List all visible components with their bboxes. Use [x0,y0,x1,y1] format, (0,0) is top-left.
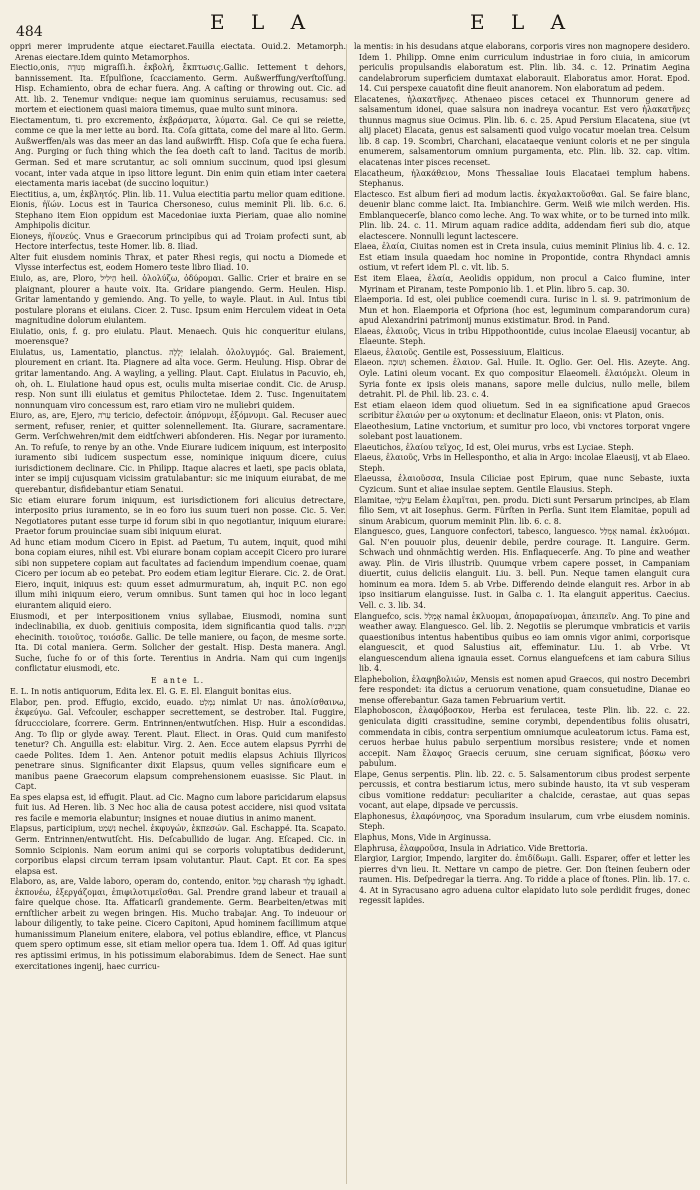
entry-paragraph: Eiusmodi, et per interpositionem vnius syllabae, Eiusmodi, nomina sunt indeclinabilia, ex duob. genitiuis composita, idem significantia quod talis. תִכְּנִית ehecinith. τοιοῦτος, τοιόσδε. Gallic. De telle maniere, ou façon, de mesme sorte. Ita. Di cotal maniera. Germ. Solicher der gestalt. Hisp. Desta manera. Angl. Suche, ſuche fo or of this ſorte. Terentius in Andria. Nam qui cum ingenijs conflictatur eiusmodi, etc. [10,611,346,674]
entry-paragraph: Elanguefco, scis. אֻמְלַל namal ἐκλυομαι, ἀπομαραίνομαι, ἀπειπεῖν. Ang. To pine and weather away. Elanguesco. Gel. lib. 2. Negotiis se plerumque vmbraticis et variis quaestionibus intentus habentibus quibus eo iam omnis vigor animi, corporisque elanguescit, et quod Salustius ait, effeminatur. Liu. 1. ab Vrbe. Vt elanguescendum aliena ignauia esset. Cornus elanguefcens et iam cabura Silius lib. 4. [354,611,690,674]
entry-paragraph: Elamitae, עֵילָמִי Eelam ἐλαμῖται, pen. produ. Dicti sunt Persarum principes, ab Elam filio Sem, vt ait Iosephus. Germ. Fürſten in Perſia. Sunt item Elamitae, populi ad sinum Arabicum, quorum meminit Plin. lib. 6. c. 8. [354,495,690,526]
entry-paragraph: E. L. In notis antiquorum, Edita lex. El. G. E. El. Elanguit bonitas eius. [10,687,292,697]
running-head-right: E L A [470,10,576,34]
entry-paragraph: Elaboro, as, are, Valde laboro, operam do, contendo, enitor. עָמַל charash עָלֵד ighadt. ἐκπονέω, ἐξεργάζομαι, ἐπιφιλοτιμεῖσθαι. Gal. Prendre grand labeur et trauail a faire quelque chose. Ita. Affaticarſi grandemente. Germ. Bearbeiten/etwas mit ernſtlicher arbeit zu wegen bringen. His. Mucho trabajar. Ang. To indeuour or labour diligently, to take peine. Cicero Capitoni, Apud hominem facillimum atque humanissimum Planeium enitere, elabora, vel potius eblandire, effice, vt Plancus quem spero optimum esse, sit etiam melior opera tua. Idem 1. Off. Ad quas igitur res aptissimi erimus, in his potissimum elaborabimus. Idem de Senect. Hae sunt exercitationes ingenij, haec curricu- [10,877,346,971]
entry-paragraph: Eiectitius, a, um, ἐκβλητός. Plin. lib. 11. Vulua eiectitia partu melior quam editione. [10,189,346,199]
entry-paragraph: Elactesco. Est album fieri ad modum lactis. ἐκγαλακτοῦσθαι. Gal. Se faire blanc, deuenir blanc comme laict. Ita. Imbianchire. Germ. Weiß wie milch werden. His. Emblanquecerſe, blanco como leche. Ang. To wax white, or to be turned into milk. Plin. lib. 24. c. 11. Mirum aquam radice addita, addendam fieri sub dio, atque elactescere. Nonnulli legunt lactescere. [354,189,690,241]
entry-paragraph: Elapsus, participium, נִשְׁמַט nechel. ἐκφυγών, ἐκπεσών. Gal. Eschappé. Ita. Scapato. Germ. Entrinnen/entwutſcht. His. Deſcabullido de lugar. Ang. Eſcaped. Cic. in Somnio Scipionis. Nam eorum animi qui se corporis voluptatibus dediderunt, corporibus elapsi circum terram ipsam volutantur. Plaut. Capt. Et cor. Ea spes elapsa est. [10,824,346,876]
entry-paragraph: Eiulatio, onis, f. g. pro eiulatu. Plaut. Menaech. Quis hic conqueritur eiulans, moerensque? [10,326,346,347]
section-divider-label: E ante L. [150,675,206,685]
entry-paragraph: Elanguesco, gues, Languore confectori, tabesco, languesco. אֻמְלַל namal. ἐκλυόμαι. Gal. N'en pouuoir plus, deuenir debile, perdre courage. It. Languire. Germ. Schwach und ohnmächtig werden. His. Enflaquecerſe. Ang. To pine and weather away. Plin. de Viris illustrib. Quumque vrbem capere posset, in Campaniam diuertit, cuius deliciis elanguit. Liu. 3. bell. Pun. Neque tamen elanguit cura hominum ea mora. Idem 5. ab Vrbe. Differendo deinde elanguit res. Arbor in ab ipso insitiarum elanguisse. Iust. in Galba c. 1. Ita elanguit apperitus. Caecius. Vell. c. 3. lib. 34. [354,527,690,610]
entry-paragraph: Est item Elaea, ἐλαία, Aeolidis oppidum, non procul a Caico flumine, inter Myrinam et Piranam, teste Pomponio lib. 1. et Plin. libro 5. cap. 30. [354,274,690,294]
entry-paragraph: Alter fuit eiusdem nominis Thrax, et pater Rhesi regis, qui noctu a Diomede et Vlysse interfectus est, eodem Homero teste libro Iliad. 10. [10,252,346,273]
entry-paragraph: Elaeus, ἐλαιοῦς, Vrbs in Hellespontho, et alia in Argo: incolae Elaeusij, vt ab Elaeo. Steph. [354,453,690,473]
running-head-left: E L A [210,10,316,34]
entry-paragraph: Eioneys, ἠϊονεύς. Vnus e Graecorum principibus qui ad Troiam profecti sunt, ab Hectore interfectus, teste Homer. lib. 8. Iliad. [10,231,346,252]
entry-paragraph: Elaea, ἐλαία, Ciuitas nomen est in Creta insula, cuius meminit Plinius lib. 4. c. 12. Est etiam insula quaedam hoc nomine in Propontide, contra Rhyndaci amnis ostium, vt refert idem Pl. c. vlt. lib. 5. [354,242,690,273]
entry-paragraph: Elaphonesus, ἐλαφόνησος, vna Sporadum insularum, cum vrbe eiusdem nominis. Steph. [354,811,690,832]
entry-paragraph: Eiuro, as, are, Ejero, עֵרֹה tericio, defectoir. ἀπόμνυμι, ἐξόμνυμι. Gal. Recuser auec serment, refuser, renier, et quitter solennellement. Ita. Giurare, sacramentare. Germ. Verſchwehren/mit dem eidtſchweri abſonderen. His. Negar por iuramento. An. To refuſe, to renye by an othe. Vnde Eiurare iudicem iniquum, est interposito iuramento sibi iudicem suspectum esse, nominique iniquum dicere, cuius iurisdictionem declinare. Cic. in Philipp. Itaque alacres et laeti, spe pacis oblata, inter se impij cujusquam vicissim gratulabantur: sic me iniquum eiurabat, de me querebantur, disfidebantur etiam Senatui. [10,411,346,494]
entry-paragraph: Elaphus, Mons, Vide in Arginussa. [354,833,492,843]
entry-paragraph: Eiectamentum, ti. pro excremento, ἐκβράσματα, λύματα. Gal. Ce qui se reiette, comme ce que la mer iette au bord. Ita. Coſa gittata, come del mare al lito. Germ. Außwerffen/als was das meer an das land außwirfft. Hisp. Coſa que ſe echa fuera. Ang. Purging or ſuch thing which the ſea doeth caſt to land. Tacitus de morib. German. Sed et mare scrutantur, ac soli omnium succinum, quod ipsi glesum vocant, inter vada atque in ipso littore legunt. Din enim quin etiam inter caetera eiectamenta maris iacebat (de succino loquitur.) [10,115,346,189]
entry-paragraph: Elaeus, ἐλαιοῦς. Gentile est, Possessiuum, Elaiticus. [354,347,564,357]
page-number: 484 [16,24,43,40]
entry-paragraph: la mentis: in his desudans atque elaborans, corporis vires non magnopere desidero. Idem 1. Philipp. Omne enim curriculum industriae in foro ciuia, in amicorum periculis propulsandis elaboratum est. Plin. lib. 34. c. 12. Prinatim Aegina candelabrorum superficiem dumtaxat elaborauit. Elaboratus amor. Horat. Epod. 14. Cui perspexe cauatofit dine fleuit ananorem. Non elaboratum ad pedem. [354,42,690,94]
entry-paragraph: Elargior, Largior, Impendo, largiter do. ἐπιδίδωμι. Galli. Esparer, offer et letter les pierres d'vn lieu. It. Nettare vn campo de pietre. Ger. Don ſteinen ſeubern oder raumen. His. Deſpedregar la tierra. Ang. To ridde a place of ſtones. Plin. lib. 17. c. 4. At in Syracusano agro aduena cultor elapidato luto sole perdidit fruges, donec regessit lapides. [354,854,690,906]
entry-paragraph: Ad hunc etiam modum Cicero in Epist. ad Paetum, Tu autem, inquit, quod mihi bona copiam eiures, nihil est. Vbi eiurare bonam copiam accepit Cicero pro iurare sibi non suppetere copiam aut facultates ad faciendum impendium coenae, quam Cicero per iocum ab eo petebat. Pro eodem etiam legitur Eierare. Cic. 2. de Orat. Eiero, inquit, iniquus est: quum esset admurmuratum, ah, inquit P.C. non ego illum mihi iniquum eiero, verum omnibus. Sunt tamen qui hoc in loco legant eiurantem aliquid eiero. [10,537,346,610]
entry-paragraph: Elaeothesium, Latine vnctorium, et sumitur pro loco, vbi vnctores torporat vngere solebant post lauationem. [354,421,690,442]
entry-paragraph: Elaeon. ןשׁוּכָה schemen. ἐλαιον. Gal. Huile. It. Oglio. Ger. Oel. His. Azeyte. Ang. Oyle. Latini oleum vocant. Ex quo compositur Elaeomeli. ἐλαιόμελι. Oleum in Syria fonte ex ipsis oleis manans, sapore melle dulcius, nullo melle, bilem detrahit. Pl. de Phil. lib. 23. c. 4. [354,358,690,400]
entry-paragraph: Elaeutichos, ἐλαίου τεῖχος, Id est, Olei murus, vrbs est Lyciae. Steph. [354,442,634,452]
entry-paragraph: Eiulo, as, are, Ploro, הֵילִיל heil. ὀλολύζω, ὀδύρομαι. Gallic. Crier et braire en se plaignant, plourer a haute voix. Ita. Gridare piangendo. Germ. Heulen. Hisp. Gritar lamentando y gemiendo. Ang. To yelle, to wayle. Plaut. in Aul. Intus tibi postulare plorans et eiulans. Cicer. 2. Tusc. Ipsum enim Herculem videat in Oeta magnitudine dolorum eiulantem. [10,274,346,326]
entry-paragraph: Ea spes elapsa est, id effugit. Plaut. ad Cic. Magno cum labore paricidarum elapsus fuit ius. Ad Heren. lib. 3 Nec hoc alia de causa potest accidere, nisi quod vsitata res facile e memoria elabuntur; insignes et nouae diutius in animo manent. [10,792,346,823]
entry-paragraph: Sic etiam eiurare forum iniquum, est iurisdictionem fori alicuius detrectare, interposito prius iuramento, se in eo foro ius suum tueri non posse. Cic. 5. Ver. Negotiatores putant esse turpe id forum sibi in quo negotiantur, iniquum eiurare: Praetor forum prouinciae suam sibi iniquum eiurat. [10,495,346,537]
entry-paragraph: Eionis, ἠϊών. Locus est in Taurica Chersoneso, cuius meminit Pli. lib. 6.c. 6. Stephano item Eion oppidum est Macedoniae iuxta Pieriam, quae alio nomine Amphipolis dicitur. [10,200,346,231]
entry-paragraph: Elaphebolion, ἐλαφηβολιών, Mensis est nomen apud Graecos, qui nostro Decembri fere respondet: ita dictus a ceruorum venatione, quam consuetudine, Dianae eo mense offerebantur. Gaza tamen Februarium vertit. [354,674,690,705]
entry-paragraph: Est etiam elaeon idem quod oliuetum. Sed in ea significatione apud Graecos scribitur ἐλαιών per ω oxytonum: et declinatur Elaeon, onis: vt Platon, onis. [354,400,690,421]
column-divider [346,44,347,1184]
entry-paragraph: Elaemporia. Id est, olei publice coemendi cura. Iurisc in l. si. 9. patrimonium de Mun et hon. Elaemporia et Ofpriona (hoc est, leguminum comparandorum cura) apud Alexandrini patrimonij munus existimatur. Brod. in Pand. [354,295,690,326]
entry-paragraph: Elaphrusa, ἐλαφροῦσα, Insula in Adriatico. Vide Brettoria. [354,843,588,853]
entry-paragraph: Eiectio,onis, מְנוּדָה migraſſi.h. ἐκβολή, ἔκπτωσις.Gallic. Iettement t dehors, bannissement. Ita. Eſpulſione, ſcacciamento. Germ. Außwerffung/verſtoſſung. Hisp. Echamiento, obra de echar fuera. Ang. A caſting or throwing out. Cic. ad Att. lib. 2. Tenemur vndique: neque iam quominus seruiamus, recusamus: sed mortem et eiectionem quasi maiora timemus, quae multo sunt minora. [10,63,346,115]
entry-paragraph: Elaphoboscon, ἐλαφόβοσκον, Herba est ferulacea, teste Plin. lib. 22. c. 22. geniculata digiti crassitudine, semine corymbi, dependentibus foliis olusatri, commendata in cibis, contra serpentium omniumque aculeatorum ictus. Fama est, ceruos herbae huius pabulo serpentium morsibus resistere; vnde et nomen accepit. Nam ἔλαφος Graecis ceruum, sine ceruam significat, βόσκω vero pabulum. [354,706,690,769]
entry-paragraph: Elaeas, ἐλαιοῦς, Vicus in tribu Hippothoontide, cuius incolae Elaeusij vocantur, ab Elaeunte. Steph. [354,326,690,347]
entry-paragraph: Elacatenes, ἠλακατῆνες. Athenaeo pisces cetacei ex Thunnorum genere ad salsamentum idonei, quae salsura non inadreya vocantur. Est vero ἠλακατῆνες thunnus magnus siue Ocimus. Plin. lib. 6. c. 25. Apud Persium Elacatena, siue (vt alij placet) Elacata, genus est salsamenti quod vulgo vocatur moelan trea. Celsum lib. 8 cap. 19. Scombri, Charchani, elacataeque veniunt coloris et ne per singula enumerem, salsamentorum omnium purgamenta, etc. Plin. lib. 32. cap. vltim. elacatenas inter pisces recenset. [354,94,690,168]
entry-paragraph: oppri merer imprudente atque eiectaret.Fauilla eiectata. Ouid.2. Metamorph. Arenas eiectare.Idem quinto Metamorphos. [10,42,346,62]
entry-paragraph: Elaeussa, ἐλαιοῦσσα, Insula Ciliciae post Epirum, quae nunc Sebaste, iuxta Cyzicum. Sunt et aliae insulae septem. Gentile Elausius. Steph. [354,474,690,494]
right-column [354,42,690,1184]
entry-paragraph: Elabor, pen. prod. Effugio, excido, euado. נִמְלַט nimlat Uז nas. ἀπολίσθαινω, ἐκφεύγω. Gal. Vefcouler, eschapper secrettement, se destrober. Ital. Fuggire, ſdruccciolare, ſcorrere. Germ. Entrinnen/entwutſchen. Hisp. Huir a escondidas. Ang. To ſlip or glyde away. Terent. Plaut. Eliect. in Oras. Quid cum manifesto tenetur? Ch. Anguilla est: elabitur. Virg. 2. Aen. Ecce autem elapsus Pyrrhi de caede Polites. Idem 1. Aen. Antenor potuit mediis elapsus Achiuis Illyricos penetrare sinus. Significanter dixit Elapsus, quum velles significare eum e manibus paene Graecorum elapsum comprehensionem euasisse. Sic Plaut. in Capt. [10,697,346,792]
entry-paragraph: Elape, Genus serpentis. Plin. lib. 22. c. 5. Salsamentorum cibus prodest serpente percussis, et contra bestiarum ictus, mero subinde hausto, ita vt sub vesperam cibus vomitione reddatur: peculiariter a chalcide, cerastae, aut quas sepas vocant, aut elape, dipsade ve percussis. [354,769,690,811]
left-column [10,42,346,1184]
entry-paragraph: Elacatheum, ἠλακάθειον, Mons Thessaliae Iouis Elacataei templum habens. Stephanus. [354,168,690,189]
entry-paragraph: Eiulatus, us, Lamentatio, planctus. יְלָלָה ielalah. ὀλολυγμός. Gal. Braiement, plourement en criant. Ita. Piagnere ad alta voce. Germ. Heulung. Hisp. Obrar de gritar lamentando. Ang. A wayling, a yelling. Plaut. Capt. Eiulatus in Pacuvio, eh, oh, oh. L. Eiulatione haud opus est, oculis multa miseriae condit. Cic. de Arusp. resp. Non sunt illi eiulatus et gemitus Philoctetae. Idem 2. Tusc. Ingenuitatem nonnunquam viro concessum est, raro etiam viro ne muliebri quidem. [10,347,346,410]
